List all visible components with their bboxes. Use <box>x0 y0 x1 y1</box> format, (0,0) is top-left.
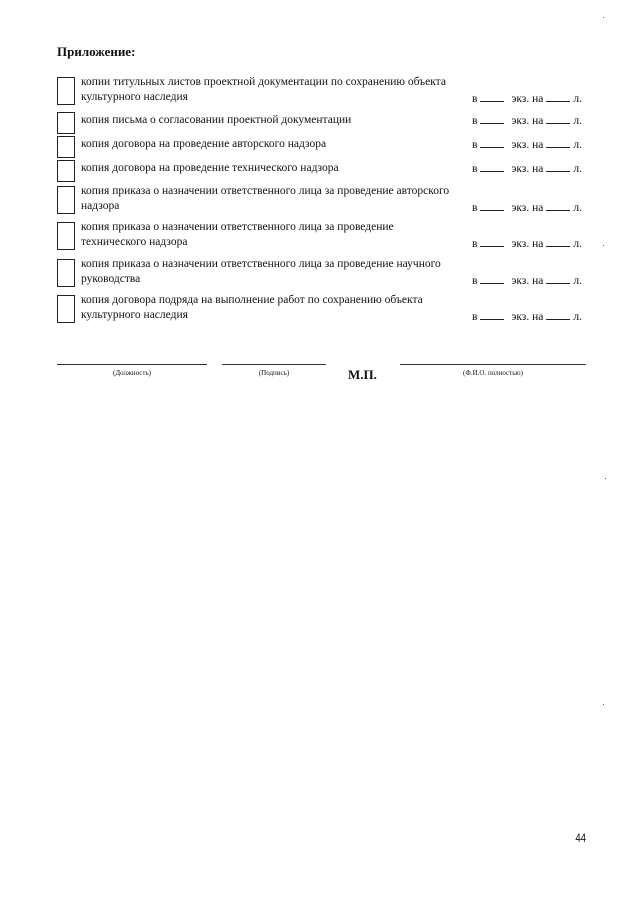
copies-blank[interactable] <box>480 91 504 102</box>
copies-label: экз. на <box>511 311 544 323</box>
quantity-prefix: в <box>472 139 478 151</box>
checkbox[interactable] <box>57 295 75 323</box>
sheets-label: л. <box>573 93 582 105</box>
copies-blank[interactable] <box>480 236 504 247</box>
quantity-prefix: в <box>472 93 478 105</box>
scan-speck <box>605 478 606 479</box>
position-caption: (Должность) <box>113 369 151 377</box>
scan-speck <box>603 17 604 18</box>
checkbox[interactable] <box>57 186 75 214</box>
name-caption: (Ф.И.О. полностью) <box>463 369 523 377</box>
quantity-prefix: в <box>472 311 478 323</box>
scan-speck <box>603 245 604 246</box>
item-text: копия письма о согласовании проектной документации <box>81 114 352 126</box>
sheets-blank[interactable] <box>546 91 570 102</box>
copies-label: экз. на <box>511 139 544 151</box>
item-text: копия договора на проведение авторского надзора <box>81 138 327 150</box>
quantity-prefix: в <box>472 275 478 287</box>
item-text: копия договора подряда на выполнение работ по сохранению объекта культурного наследия <box>81 294 423 321</box>
quantity-prefix: в <box>472 202 478 214</box>
name-line[interactable] <box>400 364 586 365</box>
signature-caption: (Подпись) <box>258 369 290 377</box>
sheets-label: л. <box>573 238 582 250</box>
sheets-blank[interactable] <box>546 309 570 320</box>
quantity-line <box>472 161 582 177</box>
copies-label: экз. на <box>511 163 544 175</box>
copies-blank[interactable] <box>480 309 504 320</box>
checkbox[interactable] <box>57 222 75 250</box>
sheets-label: л. <box>573 275 582 287</box>
quantity-prefix: в <box>472 238 478 250</box>
quantity-line <box>472 200 582 216</box>
copies-blank[interactable] <box>480 137 504 148</box>
page-number: 44 <box>575 831 587 845</box>
checkbox[interactable] <box>57 259 75 287</box>
copies-blank[interactable] <box>480 200 504 211</box>
sheets-label: л. <box>573 202 582 214</box>
appendix-heading: Приложение: <box>57 44 136 59</box>
sheets-blank[interactable] <box>546 273 570 284</box>
copies-blank[interactable] <box>480 273 504 284</box>
quantity-line <box>472 236 582 252</box>
copies-label: экз. на <box>511 93 544 105</box>
sheets-blank[interactable] <box>546 137 570 148</box>
quantity-prefix: в <box>472 115 478 127</box>
quantity-line <box>472 91 582 107</box>
copies-label: экз. на <box>511 275 544 287</box>
quantity-line <box>472 309 582 325</box>
stamp-label: М.П. <box>348 367 377 382</box>
sheets-label: л. <box>573 311 582 323</box>
copies-blank[interactable] <box>480 161 504 172</box>
copies-label: экз. на <box>511 238 544 250</box>
quantity-line <box>472 113 582 129</box>
checkbox[interactable] <box>57 112 75 134</box>
checkbox[interactable] <box>57 136 75 158</box>
quantity-prefix: в <box>472 163 478 175</box>
copies-label: экз. на <box>511 202 544 214</box>
item-text: копия приказа о назначении ответственного лица за проведение технического надзора <box>81 221 394 248</box>
position-line[interactable] <box>57 364 207 365</box>
item-text: копия договора на проведение технического надзора <box>81 162 339 174</box>
sheets-blank[interactable] <box>546 161 570 172</box>
item-text: копия приказа о назначении ответственного лица за проведение научного руководства <box>81 258 441 285</box>
quantity-line <box>472 137 582 153</box>
sheets-label: л. <box>573 115 582 127</box>
sheets-label: л. <box>573 163 582 175</box>
quantity-line <box>472 273 582 289</box>
checkbox[interactable] <box>57 77 75 105</box>
copies-blank[interactable] <box>480 113 504 124</box>
item-text: копия приказа о назначении ответственного лица за проведение авторского надзора <box>81 185 450 212</box>
copies-label: экз. на <box>511 115 544 127</box>
sheets-blank[interactable] <box>546 200 570 211</box>
signature-line[interactable] <box>222 364 326 365</box>
sheets-blank[interactable] <box>546 236 570 247</box>
sheets-blank[interactable] <box>546 113 570 124</box>
sheets-label: л. <box>573 139 582 151</box>
item-text: копии титульных листов проектной документации по сохранению объекта культурного наследия <box>81 76 446 103</box>
scan-speck <box>603 704 604 705</box>
checkbox[interactable] <box>57 160 75 182</box>
